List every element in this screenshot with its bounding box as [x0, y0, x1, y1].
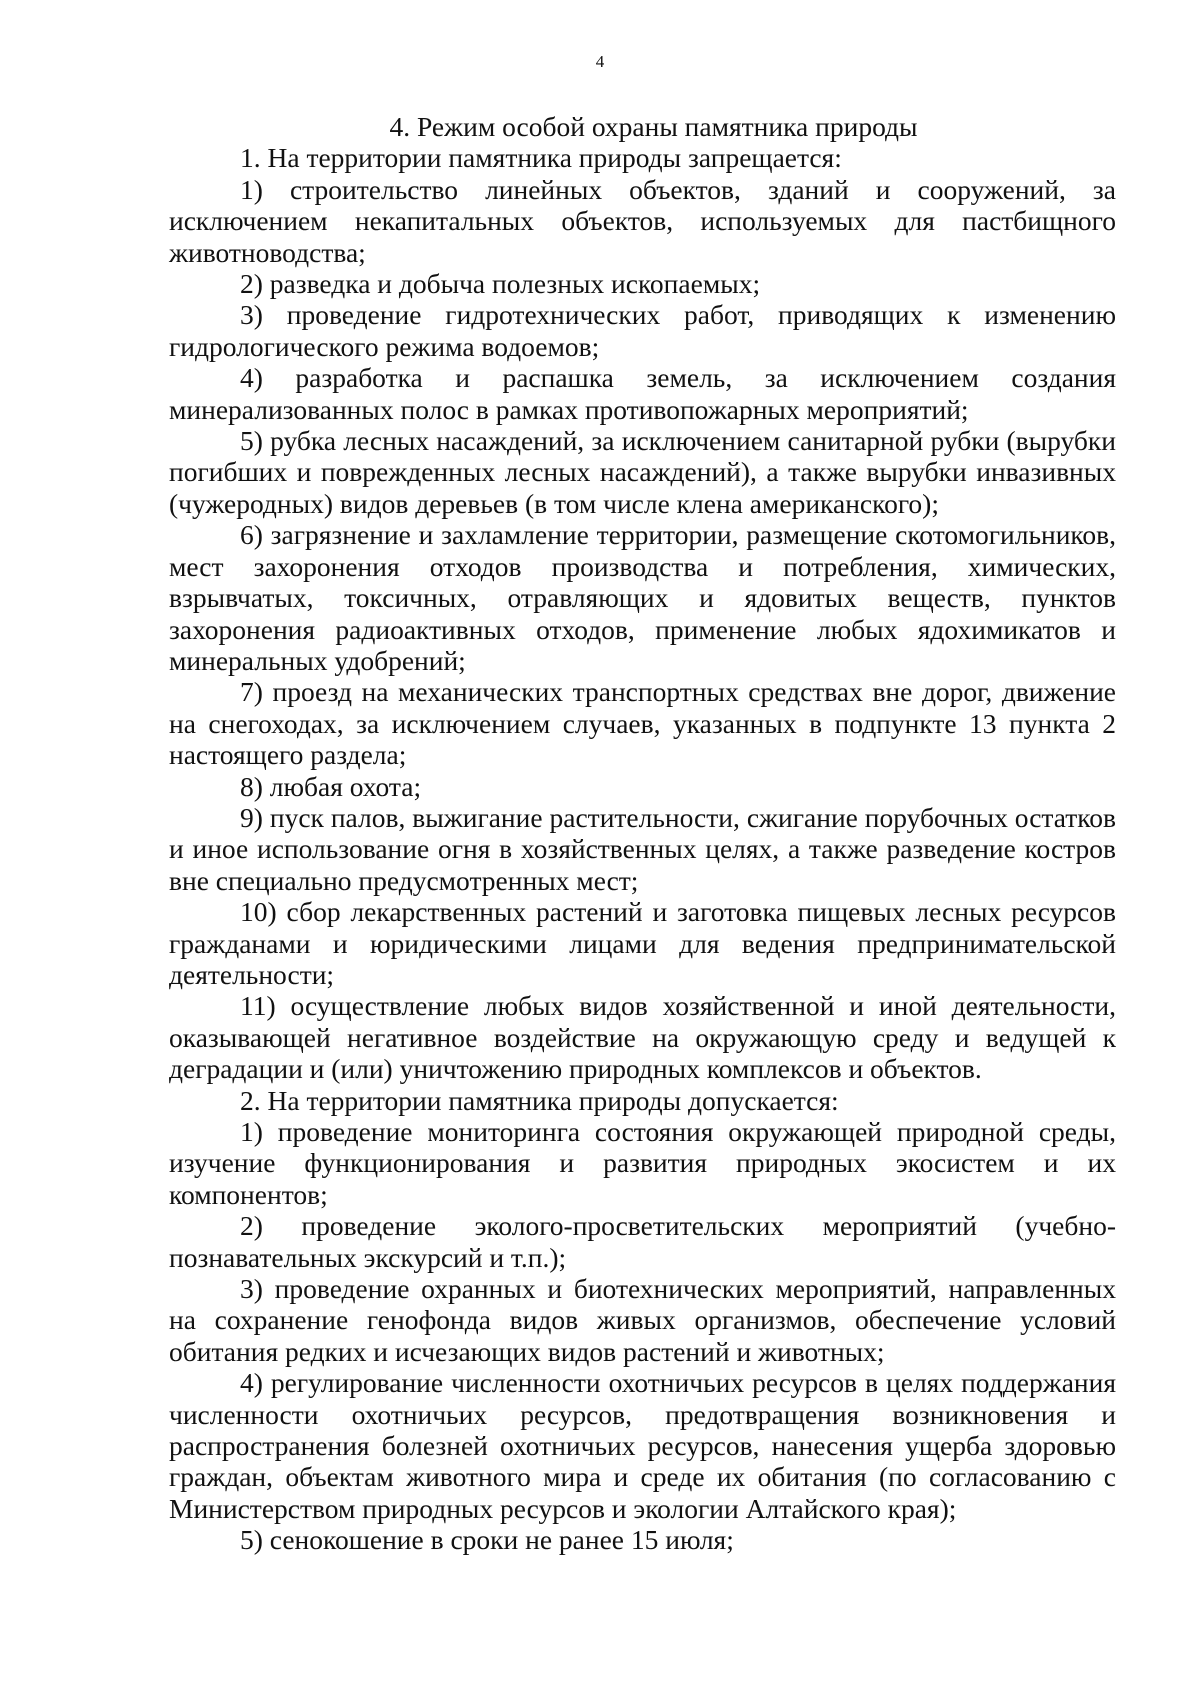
prohibited-item: 4) разработка и распашка земель, за исключением создания минерализованных полос в рамках противопожарных мероприятий;	[169, 362, 1116, 425]
prohibited-item: 7) проезд на механических транспортных средствах вне дорог, движение на снегоходах, за исключением случаев, указанных в подпункте 13 пункта 2 настоящего раздела;	[169, 676, 1116, 771]
prohibited-item: 11) осуществление любых видов хозяйственной и иной деятельности, оказывающей негативное воздействие на окружающую среду и ведущей к деградации и (или) уничтожению природных комплексов и объектов.	[169, 990, 1116, 1085]
prohibited-item: 10) сбор лекарственных растений и заготовка пищевых лесных ресурсов гражданами и юридическими лицами для ведения предпринимательской деятельности;	[169, 896, 1116, 990]
permitted-item: 5) сенокошение в сроки не ранее 15 июля;	[240, 1524, 734, 1556]
permitted-title: 2. На территории памятника природы допускается:	[240, 1084, 839, 1116]
document-body	[169, 111, 1116, 1556]
prohibited-item: 9) пуск палов, выжигание растительности, сжигание порубочных остатков и иное использование огня в хозяйственных целях, а также разведение костров вне специально предусмотренных мест;	[169, 801, 1116, 896]
page-number: 4	[595, 52, 605, 71]
prohibited-item: 1) строительство линейных объектов, зданий и сооружений, за исключением некапитальных объектов, используемых для пастбищного животноводства;	[169, 173, 1116, 268]
prohibited-item: 6) загрязнение и захламление территории, размещение скотомогильников, мест захоронения отходов производства и потребления, химических, взрывчатых, токсичных, отравляющих и ядовитых веществ, пунктов захоронения радиоактивных отходов, применение любых ядохимикатов и минеральных удобрений;	[169, 519, 1116, 676]
permitted-item: 2) проведение эколого-просветительских мероприятий (учебно-познавательных экскурсий и т.п.);	[169, 1210, 1116, 1273]
section-heading: 4. Режим особой охраны памятника природы	[389, 111, 918, 142]
permitted-item: 3) проведение охранных и биотехнических мероприятий, направленных на сохранение генофонда видов живых организмов, обеспечение условий обитания редких и исчезающих видов растений и животных;	[169, 1273, 1116, 1367]
permitted-item: 4) регулирование численности охотничьих ресурсов в целях поддержания численности охотничьих ресурсов, предотвращения возникновения и распространения болезней охотничьих ресурсов, нанесения ущерба здоровью граждан, объектам животного мира и среде их обитания (по согласованию с Министерством природных ресурсов и экологии Алтайского края);	[169, 1367, 1116, 1524]
prohibited-title: 1. На территории памятника природы запрещается:	[240, 142, 842, 174]
prohibited-item: 5) рубка лесных насаждений, за исключением санитарной рубки (вырубки погибших и поврежденных лесных насаждений), а также вырубки инвазивных (чужеродных) видов деревьев (в том числе клена американского);	[169, 425, 1116, 519]
prohibited-item: 3) проведение гидротехнических работ, приводящих к изменению гидрологического режима водоемов;	[169, 299, 1116, 362]
prohibited-item: 2) разведка и добыча полезных ископаемых;	[240, 268, 761, 300]
prohibited-item: 8) любая охота;	[240, 770, 422, 802]
permitted-item: 1) проведение мониторинга состояния окружающей природной среды, изучение функционирования и развития природных экосистем и их компонентов;	[169, 1116, 1116, 1210]
